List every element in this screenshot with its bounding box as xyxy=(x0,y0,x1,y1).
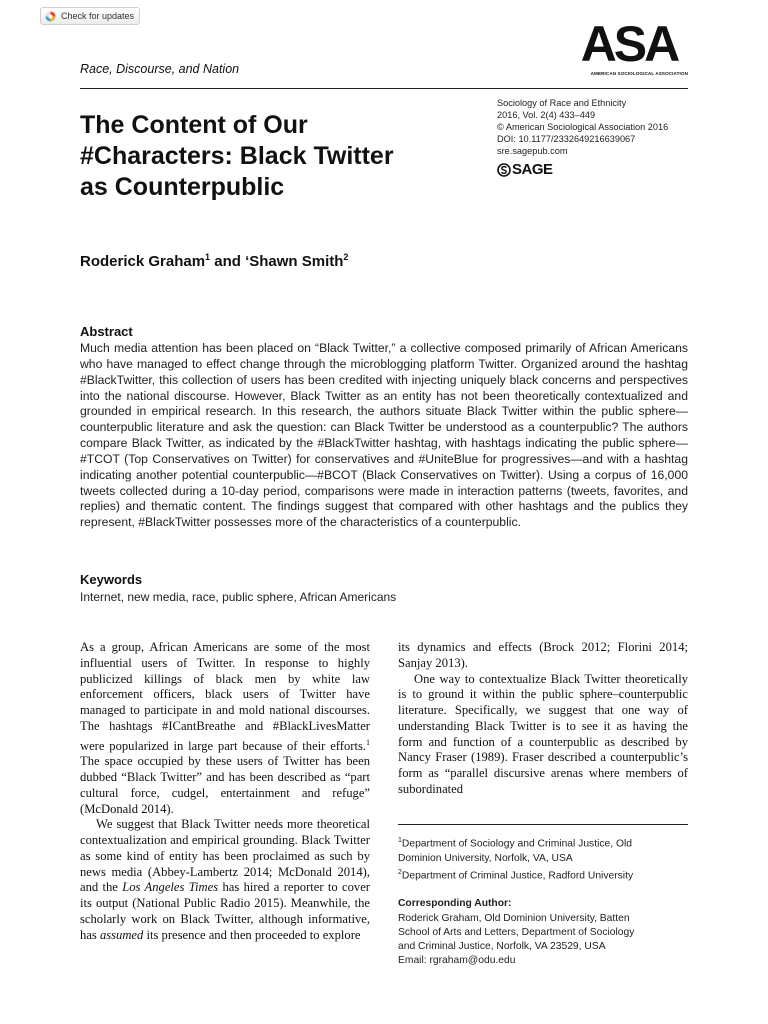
journal-name: Sociology of Race and Ethnicity xyxy=(497,98,627,108)
journal-section-label: Race, Discourse, and Nation xyxy=(80,62,240,76)
affiliation-text: Department of Criminal Justice, Radford University xyxy=(401,870,634,882)
footnotes xyxy=(398,834,698,968)
abstract-text: Much media attention has been placed on “Black Twitter,” a collective composed primarily of African Americans who have managed to effect change through the microblogging platform Twitter. Organized around the hashtag #BlackTwitter, this collection of users has been credited with injecting uniquely black concerns and perspectives into the national discourse. However, Black Twitter as an entity has not been theoretically contextualized and grounded in empirical research. In this research, the authors situate Black Twitter within the public sphere—counterpublic literature and ask the question: can Black Twitter be understood as a counterpublic? The authors compare Black Twitter, as indicated by the #BlackTwitter hashtag, with hashtags indicating the public sphere—#TCOT (Top Conservatives on Twitter) for conservatives and #UniteBlue for progressives—and with a hashtag indicating another potential counterpublic—#BCOT (Black Conservatives on Twitter). Using a corpus of 16,000 tweets collected during a 10-day period, comparisons were made in interaction patterns (tweets, favorites, and replies) and thematic content. The findings suggest that compared with other hashtags and the publics they represent, #BlackTwitter possesses more of the characteristics of a counterpublic. xyxy=(80,341,688,530)
body-text: We suggest that Black Twitter needs more theoretical contextualization and empirical grounding. Black Twitter as some kind of entity has been proclaimed as such by news media (Abbey-Lambertz 2014; McDonald 2014), and the xyxy=(80,817,370,895)
corresponding-author-heading: Corresponding Author: xyxy=(398,898,512,910)
affiliation-line xyxy=(398,834,698,852)
author-affiliation-marker: 1 xyxy=(205,252,211,262)
body-emphasis: assumed xyxy=(99,927,144,942)
body-text: its presence and then proceeded to explore xyxy=(143,927,361,942)
body-text: As a group, African Americans are some of the most influential users of Twitter. In response to highly publicized killings of black men by white law enforcement officers, black users of Twitter have managed to participate in and mold national discourses. The hashtags #ICantBreathe and #BlackLivesMatter were popularized in large part because of their efforts. xyxy=(80,640,370,753)
affiliation-number: 1 xyxy=(398,837,402,844)
author-name: Roderick Graham xyxy=(80,253,206,270)
body-paragraph xyxy=(80,817,370,943)
title-line: #Characters: Black Twitter xyxy=(80,142,394,170)
affiliation-line: Dominion University, Norfolk, VA, USA xyxy=(398,852,573,864)
body-text: The space occupied by these users of Twitter has been dubbed “Black Twitter” and has been described as “part cultural force, cudgel, entertainment and refuge” (McDonald 2014). xyxy=(80,754,370,816)
endnote-marker[interactable]: 1 xyxy=(366,737,370,747)
sage-logo xyxy=(497,161,553,178)
journal-volume: 2016, Vol. 2(4) 433–449 xyxy=(497,110,596,120)
corresponding-author-line: School of Arts and Letters, Department of Sociology xyxy=(398,926,635,938)
header-divider xyxy=(80,88,688,89)
author-affiliation-marker: 2 xyxy=(343,252,349,262)
keywords-heading: Keywords xyxy=(80,572,143,587)
body-text: has hired a reporter to cover its output (National Public Radio 2015). Meanwhile, the scholarly work on Black Twitter, although informative, has xyxy=(80,880,370,942)
crossmark-icon xyxy=(45,11,56,22)
affiliation-number: 2 xyxy=(398,868,402,876)
corresponding-author-email[interactable]: Email: rgraham@odu.edu xyxy=(398,955,516,967)
journal-url[interactable]: sre.sagepub.com xyxy=(497,146,568,156)
title-line: The Content of Our xyxy=(80,111,308,139)
abstract-heading: Abstract xyxy=(80,324,133,339)
corresponding-author-line: Roderick Graham, Old Dominion University, Batten xyxy=(398,912,630,924)
body-paragraph: One way to contextualize Black Twitter theoretically is to ground it within the public sphere–counterpublic literature. Specifically, we suggest that one way of understanding Black Twitter is to see it as having the form and function of a counterpublic as described by Nancy Fraser (1989). Fraser described a counterpublic’s form as “parallel discursive arenas where members of subordinated xyxy=(398,671,688,796)
footnote-divider xyxy=(398,824,688,825)
journal-copyright: © American Sociological Association 2016 xyxy=(497,122,669,132)
sage-wordmark: SAGE xyxy=(512,161,553,178)
body-paragraph: its dynamics and effects (Brock 2012; Florini 2014; Sanjay 2013). xyxy=(398,640,688,670)
asa-logo-letters: ASA xyxy=(580,16,678,72)
keywords-list: Internet, new media, race, public sphere, African Americans xyxy=(80,590,397,604)
author-joiner: and xyxy=(210,253,246,270)
body-emphasis: Los Angeles Times xyxy=(122,880,219,895)
asa-logo xyxy=(570,16,688,78)
author-list xyxy=(80,252,348,270)
asa-logo-subtitle: AMERICAN SOCIOLOGICAL ASSOCIATION xyxy=(590,71,688,76)
sage-swirl-icon xyxy=(497,163,511,177)
affiliation-line xyxy=(398,866,698,884)
journal-info xyxy=(497,97,668,157)
corresponding-author-line: and Criminal Justice, Norfolk, VA 23529, USA xyxy=(398,941,606,953)
body-column-right xyxy=(398,640,688,798)
affiliation-text: Department of Sociology and Criminal Justice, Old xyxy=(401,838,632,850)
author-name: ‘Shawn Smith xyxy=(245,253,344,270)
body-column-left xyxy=(80,640,370,943)
body-paragraph xyxy=(80,640,370,817)
article-title xyxy=(80,110,460,203)
check-for-updates-label: Check for updates xyxy=(61,11,135,21)
journal-doi[interactable]: DOI: 10.1177/2332649216639067 xyxy=(497,134,636,144)
check-for-updates-button[interactable] xyxy=(40,7,140,25)
title-line: as Counterpublic xyxy=(80,173,285,201)
